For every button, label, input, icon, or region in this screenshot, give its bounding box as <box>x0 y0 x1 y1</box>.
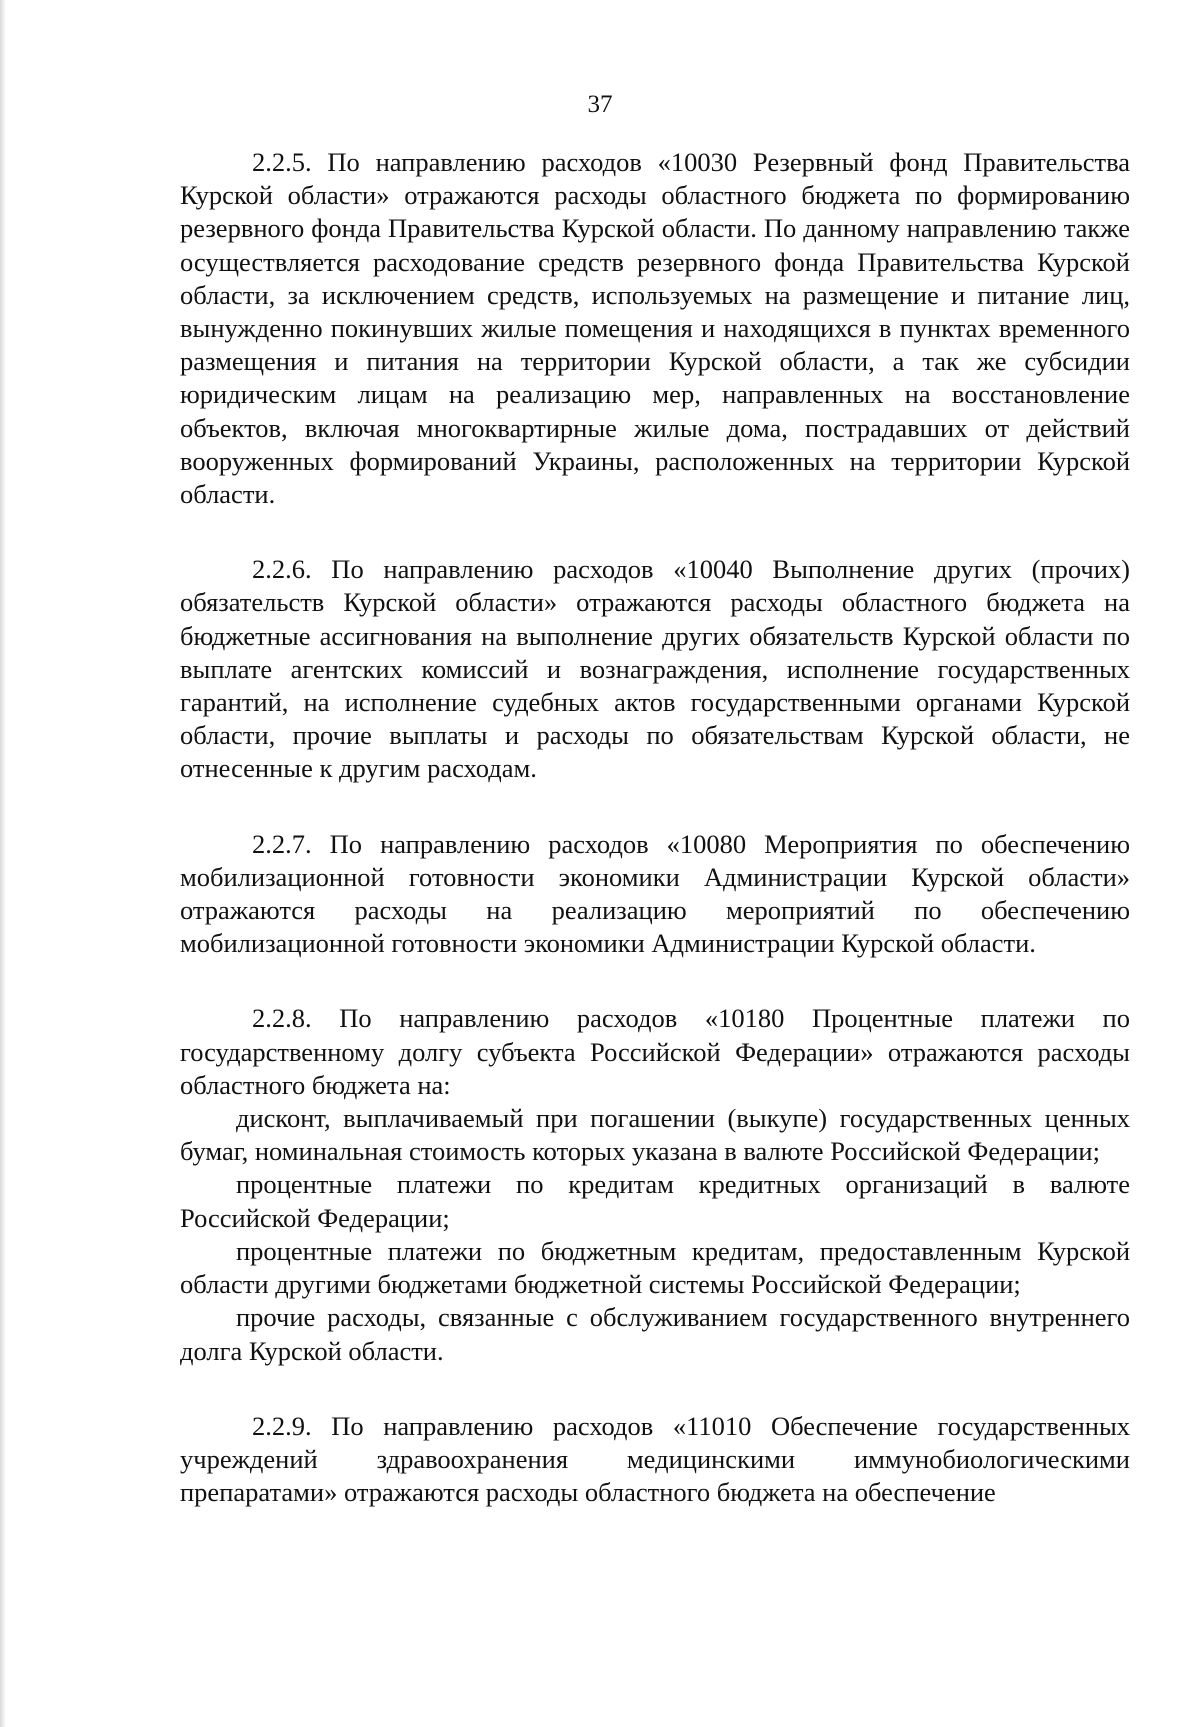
paragraph-2-2-8: 2.2.8. По направлению расходов «10180 Процентные платежи по государственному долгу субъекта Российской Федерации» отражаются расходы областного бюджета на: <box>180 1003 1130 1100</box>
scan-edge-shadow <box>0 0 6 1727</box>
list-item-credit-interest: процентные платежи по кредитам кредитных организаций в валюте Российской Федерации; <box>180 1169 1130 1233</box>
paragraph-2-2-7: 2.2.7. По направлению расходов «10080 Мероприятия по обеспечению мобилизационной готовности экономики Администрации Курской области» отражаются расходы на реализацию мероприятий по обеспечению мобилизационной готовности экономики Администрации Курской области. <box>180 828 1130 959</box>
paragraph-2-2-5: 2.2.5. По направлению расходов «10030 Резервный фонд Правительства Курской области» отражаются расходы областного бюджета по формированию резервного фонда Правительства Курской области. По данному направлению также осуществляется расходование средств резервного фонда Правительства Курской области, за исключением средств, используемых на размещение и питание лиц, вынужденно покинувших жилые помещения и находящихся в пунктах временного размещения и питания на территории Курской области, а так же субсидии юридическим лицам на реализацию мер, направленных на восстановление объектов, включая многоквартирные жилые дома, пострадавших от действий вооруженных формирований Украины, расположенных на территории Курской области. <box>180 147 1130 510</box>
paragraph-gap <box>180 960 1130 1002</box>
list-item-discount: дисконт, выплачиваемый при погашении (выкупе) государственных ценных бумаг, номинальная стоимость которых указана в валюте Российской Федерации; <box>180 1103 1130 1167</box>
page-number: 37 <box>587 91 613 118</box>
document-body <box>180 146 1130 1509</box>
list-item-other-expenses: прочие расходы, связанные с обслуживанием государственного внутреннего долга Курской области. <box>180 1302 1130 1366</box>
paragraph-gap <box>180 1368 1130 1410</box>
paragraph-2-2-6: 2.2.6. По направлению расходов «10040 Выполнение других (прочих) обязательств Курской области» отражаются расходы областного бюджета на бюджетные ассигнования на выполнение других обязательств Курской области по выплате агентских комиссий и вознаграждения, исполнение государственных гарантий, на исполнение судебных актов государственными органами Курской области, прочие выплаты и расходы по обязательствам Курской области, не отнесенные к другим расходам. <box>180 554 1130 784</box>
list-item-budget-credit-interest: процентные платежи по бюджетным кредитам, предоставленным Курской области другими бюджетами бюджетной системы Российской Федерации; <box>180 1235 1130 1300</box>
paragraph-2-2-9: 2.2.9. По направлению расходов «11010 Обеспечение государственных учреждений здравоохранения медицинскими иммунобиологическими препаратами» отражаются расходы областного бюджета на обеспечение <box>180 1410 1130 1508</box>
paragraph-gap <box>180 511 1130 553</box>
paragraph-gap <box>180 786 1130 828</box>
